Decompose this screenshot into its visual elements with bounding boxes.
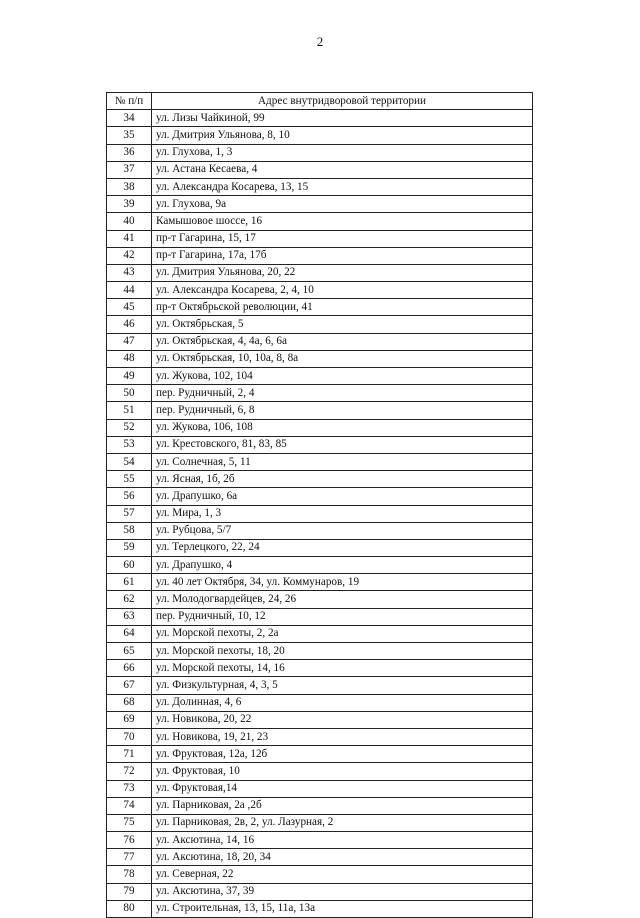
table-row — [107, 539, 533, 556]
row-number: 57 — [107, 505, 152, 522]
row-address: ул. Драпушко, 6а — [152, 488, 533, 505]
table-row — [107, 728, 533, 745]
table-row — [107, 247, 533, 264]
row-address: ул. Глухова, 1, 3 — [152, 144, 533, 161]
table-row — [107, 299, 533, 316]
row-address: пер. Рудничный, 2, 4 — [152, 385, 533, 402]
row-address: пер. Рудничный, 6, 8 — [152, 402, 533, 419]
table-row — [107, 316, 533, 333]
row-address: пер. Рудничный, 10, 12 — [152, 608, 533, 625]
row-address: ул. Мира, 1, 3 — [152, 505, 533, 522]
row-address: ул. Аксютина, 18, 20, 34 — [152, 849, 533, 866]
row-address: ул. Солнечная, 5, 11 — [152, 453, 533, 470]
row-address: ул. Морской пехоты, 18, 20 — [152, 643, 533, 660]
table-row — [107, 591, 533, 608]
row-address: ул. Жукова, 106, 108 — [152, 419, 533, 436]
row-number: 52 — [107, 419, 152, 436]
table-row — [107, 144, 533, 161]
row-address: ул. Новикова, 19, 21, 23 — [152, 728, 533, 745]
row-number: 63 — [107, 608, 152, 625]
row-number: 66 — [107, 660, 152, 677]
header-address: Адрес внутридворовой территории — [152, 93, 533, 110]
row-address: Камышовое шоссе, 16 — [152, 213, 533, 230]
table-row — [107, 694, 533, 711]
table-row — [107, 368, 533, 385]
row-number: 47 — [107, 333, 152, 350]
row-number: 78 — [107, 866, 152, 883]
row-address: ул. Аксютина, 37, 39 — [152, 883, 533, 900]
row-number: 80 — [107, 900, 152, 917]
row-address: ул. Парниковая, 2в, 2, ул. Лазурная, 2 — [152, 814, 533, 831]
table-row — [107, 230, 533, 247]
table-row — [107, 333, 533, 350]
table-row — [107, 832, 533, 849]
row-number: 75 — [107, 814, 152, 831]
table-row — [107, 505, 533, 522]
row-address: ул. Фруктовая, 12а, 12б — [152, 746, 533, 763]
row-address: пр-т Октябрьской революции, 41 — [152, 299, 533, 316]
row-address: ул. Парниковая, 2а ,2б — [152, 797, 533, 814]
table-row — [107, 110, 533, 127]
table-row — [107, 814, 533, 831]
table-row — [107, 385, 533, 402]
row-number: 69 — [107, 711, 152, 728]
table-row — [107, 763, 533, 780]
row-number: 64 — [107, 625, 152, 642]
row-address: ул. Лизы Чайкиной, 99 — [152, 110, 533, 127]
row-address: пр-т Гагарина, 17а, 17б — [152, 247, 533, 264]
table-row — [107, 488, 533, 505]
row-address: ул. Дмитрия Ульянова, 8, 10 — [152, 127, 533, 144]
row-number: 36 — [107, 144, 152, 161]
row-number: 48 — [107, 350, 152, 367]
table-row — [107, 797, 533, 814]
header-number: № п/п — [107, 93, 152, 110]
table-row — [107, 264, 533, 281]
row-number: 54 — [107, 453, 152, 470]
row-number: 65 — [107, 643, 152, 660]
table-row — [107, 780, 533, 797]
row-number: 50 — [107, 385, 152, 402]
table-row — [107, 557, 533, 574]
row-number: 37 — [107, 161, 152, 178]
row-number: 60 — [107, 557, 152, 574]
row-number: 79 — [107, 883, 152, 900]
table-header-row — [107, 93, 533, 110]
row-address: ул. Северная, 22 — [152, 866, 533, 883]
row-address: ул. Фруктовая,14 — [152, 780, 533, 797]
table-row — [107, 402, 533, 419]
row-number: 61 — [107, 574, 152, 591]
table-row — [107, 161, 533, 178]
row-address: ул. Строительная, 13, 15, 11а, 13а — [152, 900, 533, 917]
row-number: 68 — [107, 694, 152, 711]
row-number: 55 — [107, 471, 152, 488]
row-number: 59 — [107, 539, 152, 556]
row-address: ул. Октябрьская, 4, 4а, 6, 6а — [152, 333, 533, 350]
row-address: ул. Октябрьская, 5 — [152, 316, 533, 333]
row-address: ул. Долинная, 4, 6 — [152, 694, 533, 711]
row-number: 74 — [107, 797, 152, 814]
row-number: 46 — [107, 316, 152, 333]
row-number: 35 — [107, 127, 152, 144]
table-row — [107, 436, 533, 453]
row-address: ул. 40 лет Октября, 34, ул. Коммунаров, 19 — [152, 574, 533, 591]
row-number: 76 — [107, 832, 152, 849]
table-row — [107, 522, 533, 539]
row-address: ул. Рубцова, 5/7 — [152, 522, 533, 539]
row-address: ул. Жукова, 102, 104 — [152, 368, 533, 385]
row-number: 71 — [107, 746, 152, 763]
table-row — [107, 677, 533, 694]
table-row — [107, 471, 533, 488]
table-row — [107, 625, 533, 642]
table-row — [107, 574, 533, 591]
page-number: 2 — [316, 34, 324, 49]
row-number: 42 — [107, 247, 152, 264]
table-row — [107, 608, 533, 625]
row-number: 43 — [107, 264, 152, 281]
table-row — [107, 900, 533, 917]
row-address: ул. Александра Косарева, 13, 15 — [152, 178, 533, 195]
row-number: 58 — [107, 522, 152, 539]
table-row — [107, 350, 533, 367]
row-address: ул. Аксютина, 14, 16 — [152, 832, 533, 849]
table-row — [107, 660, 533, 677]
row-number: 70 — [107, 728, 152, 745]
row-address: ул. Новикова, 20, 22 — [152, 711, 533, 728]
table-row — [107, 746, 533, 763]
table-row — [107, 453, 533, 470]
address-table — [106, 92, 533, 918]
row-address: ул. Александра Косарева, 2, 4, 10 — [152, 282, 533, 299]
table-row — [107, 711, 533, 728]
row-address: ул. Ясная, 1б, 2б — [152, 471, 533, 488]
row-number: 51 — [107, 402, 152, 419]
row-number: 56 — [107, 488, 152, 505]
row-address: ул. Фруктовая, 10 — [152, 763, 533, 780]
row-number: 41 — [107, 230, 152, 247]
row-number: 45 — [107, 299, 152, 316]
row-number: 77 — [107, 849, 152, 866]
row-address: ул. Морской пехоты, 14, 16 — [152, 660, 533, 677]
table-row — [107, 883, 533, 900]
table-row — [107, 282, 533, 299]
row-address: ул. Терлецкого, 22, 24 — [152, 539, 533, 556]
table-row — [107, 849, 533, 866]
row-address: ул. Дмитрия Ульянова, 20, 22 — [152, 264, 533, 281]
row-address: пр-т Гагарина, 15, 17 — [152, 230, 533, 247]
row-address: ул. Драпушко, 4 — [152, 557, 533, 574]
row-number: 44 — [107, 282, 152, 299]
row-number: 38 — [107, 178, 152, 195]
table-body — [107, 110, 533, 918]
table-row — [107, 127, 533, 144]
row-number: 62 — [107, 591, 152, 608]
table-row — [107, 643, 533, 660]
row-address: ул. Астана Кесаева, 4 — [152, 161, 533, 178]
row-number: 53 — [107, 436, 152, 453]
row-address: ул. Глухова, 9а — [152, 196, 533, 213]
table-row — [107, 419, 533, 436]
row-address: ул. Морской пехоты, 2, 2а — [152, 625, 533, 642]
row-number: 73 — [107, 780, 152, 797]
row-number: 39 — [107, 196, 152, 213]
row-address: ул. Физкультурная, 4, 3, 5 — [152, 677, 533, 694]
row-number: 40 — [107, 213, 152, 230]
row-number: 72 — [107, 763, 152, 780]
row-number: 34 — [107, 110, 152, 127]
table-row — [107, 196, 533, 213]
table-row — [107, 213, 533, 230]
table-row — [107, 866, 533, 883]
row-number: 67 — [107, 677, 152, 694]
table-row — [107, 178, 533, 195]
row-address: ул. Октябрьская, 10, 10а, 8, 8а — [152, 350, 533, 367]
row-number: 49 — [107, 368, 152, 385]
row-address: ул. Молодогвардейцев, 24, 26 — [152, 591, 533, 608]
row-address: ул. Крестовского, 81, 83, 85 — [152, 436, 533, 453]
